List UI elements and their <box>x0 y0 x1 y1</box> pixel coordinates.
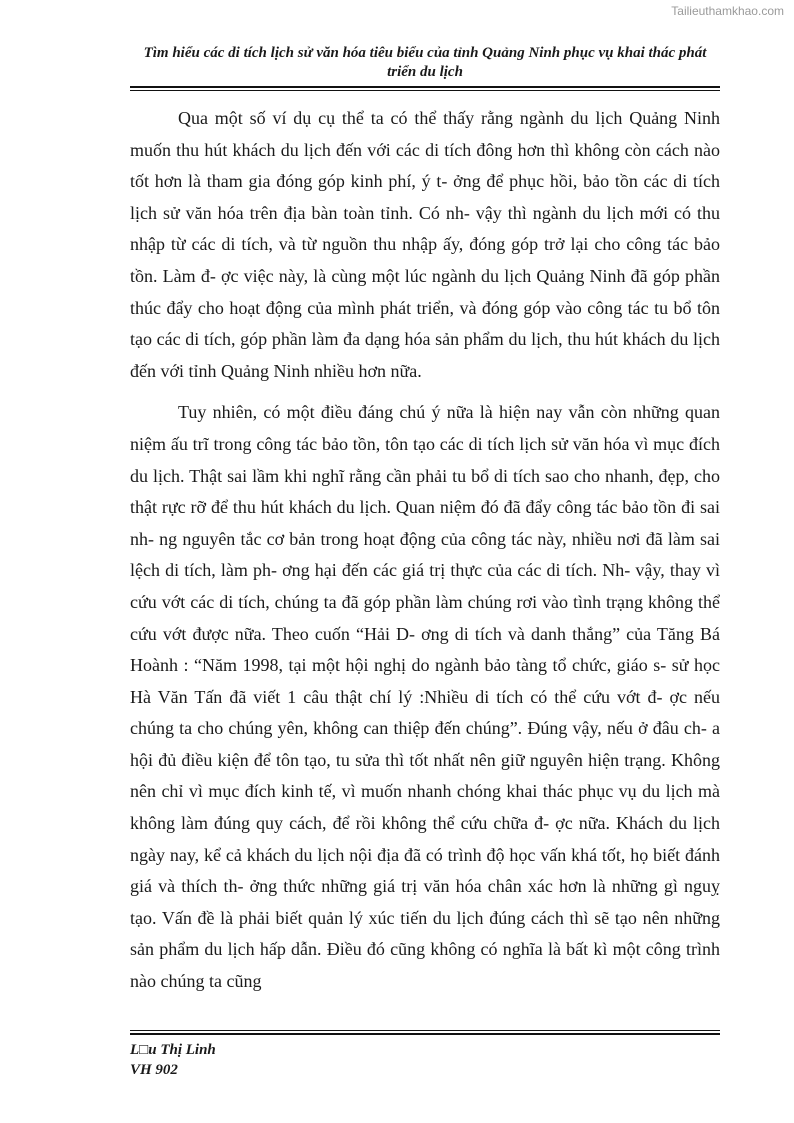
footer-divider-thin <box>130 1030 720 1031</box>
footer <box>130 1040 216 1080</box>
footer-divider <box>130 1033 720 1035</box>
document-body <box>130 103 720 998</box>
header-divider-thin <box>130 90 720 91</box>
paragraph: Tuy nhiên, có một điều đáng chú ý nữa là hiện nay vẫn còn những quan niệm ấu trĩ trong công tác bảo tồn, tôn tạo các di tích lịch sử văn hóa vì mục đích du lịch. Thật sai lầm khi nghĩ rằng cần phải tu bổ di tích sao cho nhanh, đẹp, cho thật rực rỡ để thu hút khách du lịch. Quan niệm đó đã đẩy công tác bảo tồn đi sai nh- ng nguyên tắc cơ bản trong hoạt động của công tác này, nhiều nơi đã làm sai lệch di tích, làm ph- ơng hại đến các giá trị thực của các di tích. Nh- vậy, thay vì cứu vớt các di tích, chúng ta đã góp phần làm chúng rơi vào tình trạng không thể cứu vớt được nữa. Theo cuốn “Hải D- ơng di tích và danh thắng” của Tăng Bá Hoành : “Năm 1998, tại một hội nghị do ngành bảo tàng tổ chức, giáo s- sử học Hà Văn Tấn đã viết 1 câu thật chí lý :Nhiều di tích có thể cứu vớt đ- ợc nếu chúng ta cho chúng yên, không can thiệp đến chúng”. Đúng vậy, nếu ở đâu ch- a hội đủ điều kiện để tôn tạo, tu sửa thì tốt nhất nên giữ nguyên hiện trạng. Không nên chỉ vì mục đích kinh tế, vì muốn nhanh chóng khai thác phục vụ du lịch mà không làm đúng quy cách, để rồi không thể cứu chữa đ- ợc nữa. Khách du lịch ngày nay, kể cả khách du lịch nội địa đã có trình độ học vấn khá tốt, họ biết đánh giá và thích th- ởng thức những giá trị văn hóa chân xác hơn là những gì nguỵ tạo. Vấn đề là phải biết quản lý xúc tiến du lịch đúng cách thì sẽ tạo nên những sản phẩm du lịch hấp dẫn. Điều đó cũng không có nghĩa là bất kì một công trình nào chúng ta cũng <box>130 402 720 992</box>
watermark: Tailieuthamkhao.com <box>671 4 784 18</box>
footer-class-code: VH 902 <box>130 1062 178 1078</box>
footer-author: L□u Thị Linh <box>130 1042 216 1058</box>
paragraph: Qua một số ví dụ cụ thể ta có thể thấy rằng ngành du lịch Quảng Ninh muốn thu hút khách du lịch đến với các di tích đông hơn thì không còn cách nào tốt hơn là tham gia đóng góp kinh phí, ý t- ởng để phục hồi, bảo tồn các di tích lịch sử văn hóa trên địa bàn toàn tỉnh. Có nh- vậy thì ngành du lịch mới có thu nhập từ các di tích, và từ nguồn thu nhập ấy, đóng góp trở lại cho công tác bảo tồn. Làm đ- ợc việc này, là cùng một lúc ngành du lịch Quảng Ninh đã góp phần thúc đẩy cho hoạt động của mình phát triển, và đóng góp vào công tác tu bổ tôn tạo các di tích, góp phần làm đa dạng hóa sản phẩm du lịch, thu hút khách du lịch đến với tỉnh Quảng Ninh nhiều hơn nữa. <box>130 108 720 381</box>
header-divider <box>130 86 720 88</box>
running-header: Tìm hiểu các di tích lịch sử văn hóa tiêu biểu của tỉnh Quảng Ninh phục vụ khai thác phát triển du lịch <box>143 45 707 80</box>
